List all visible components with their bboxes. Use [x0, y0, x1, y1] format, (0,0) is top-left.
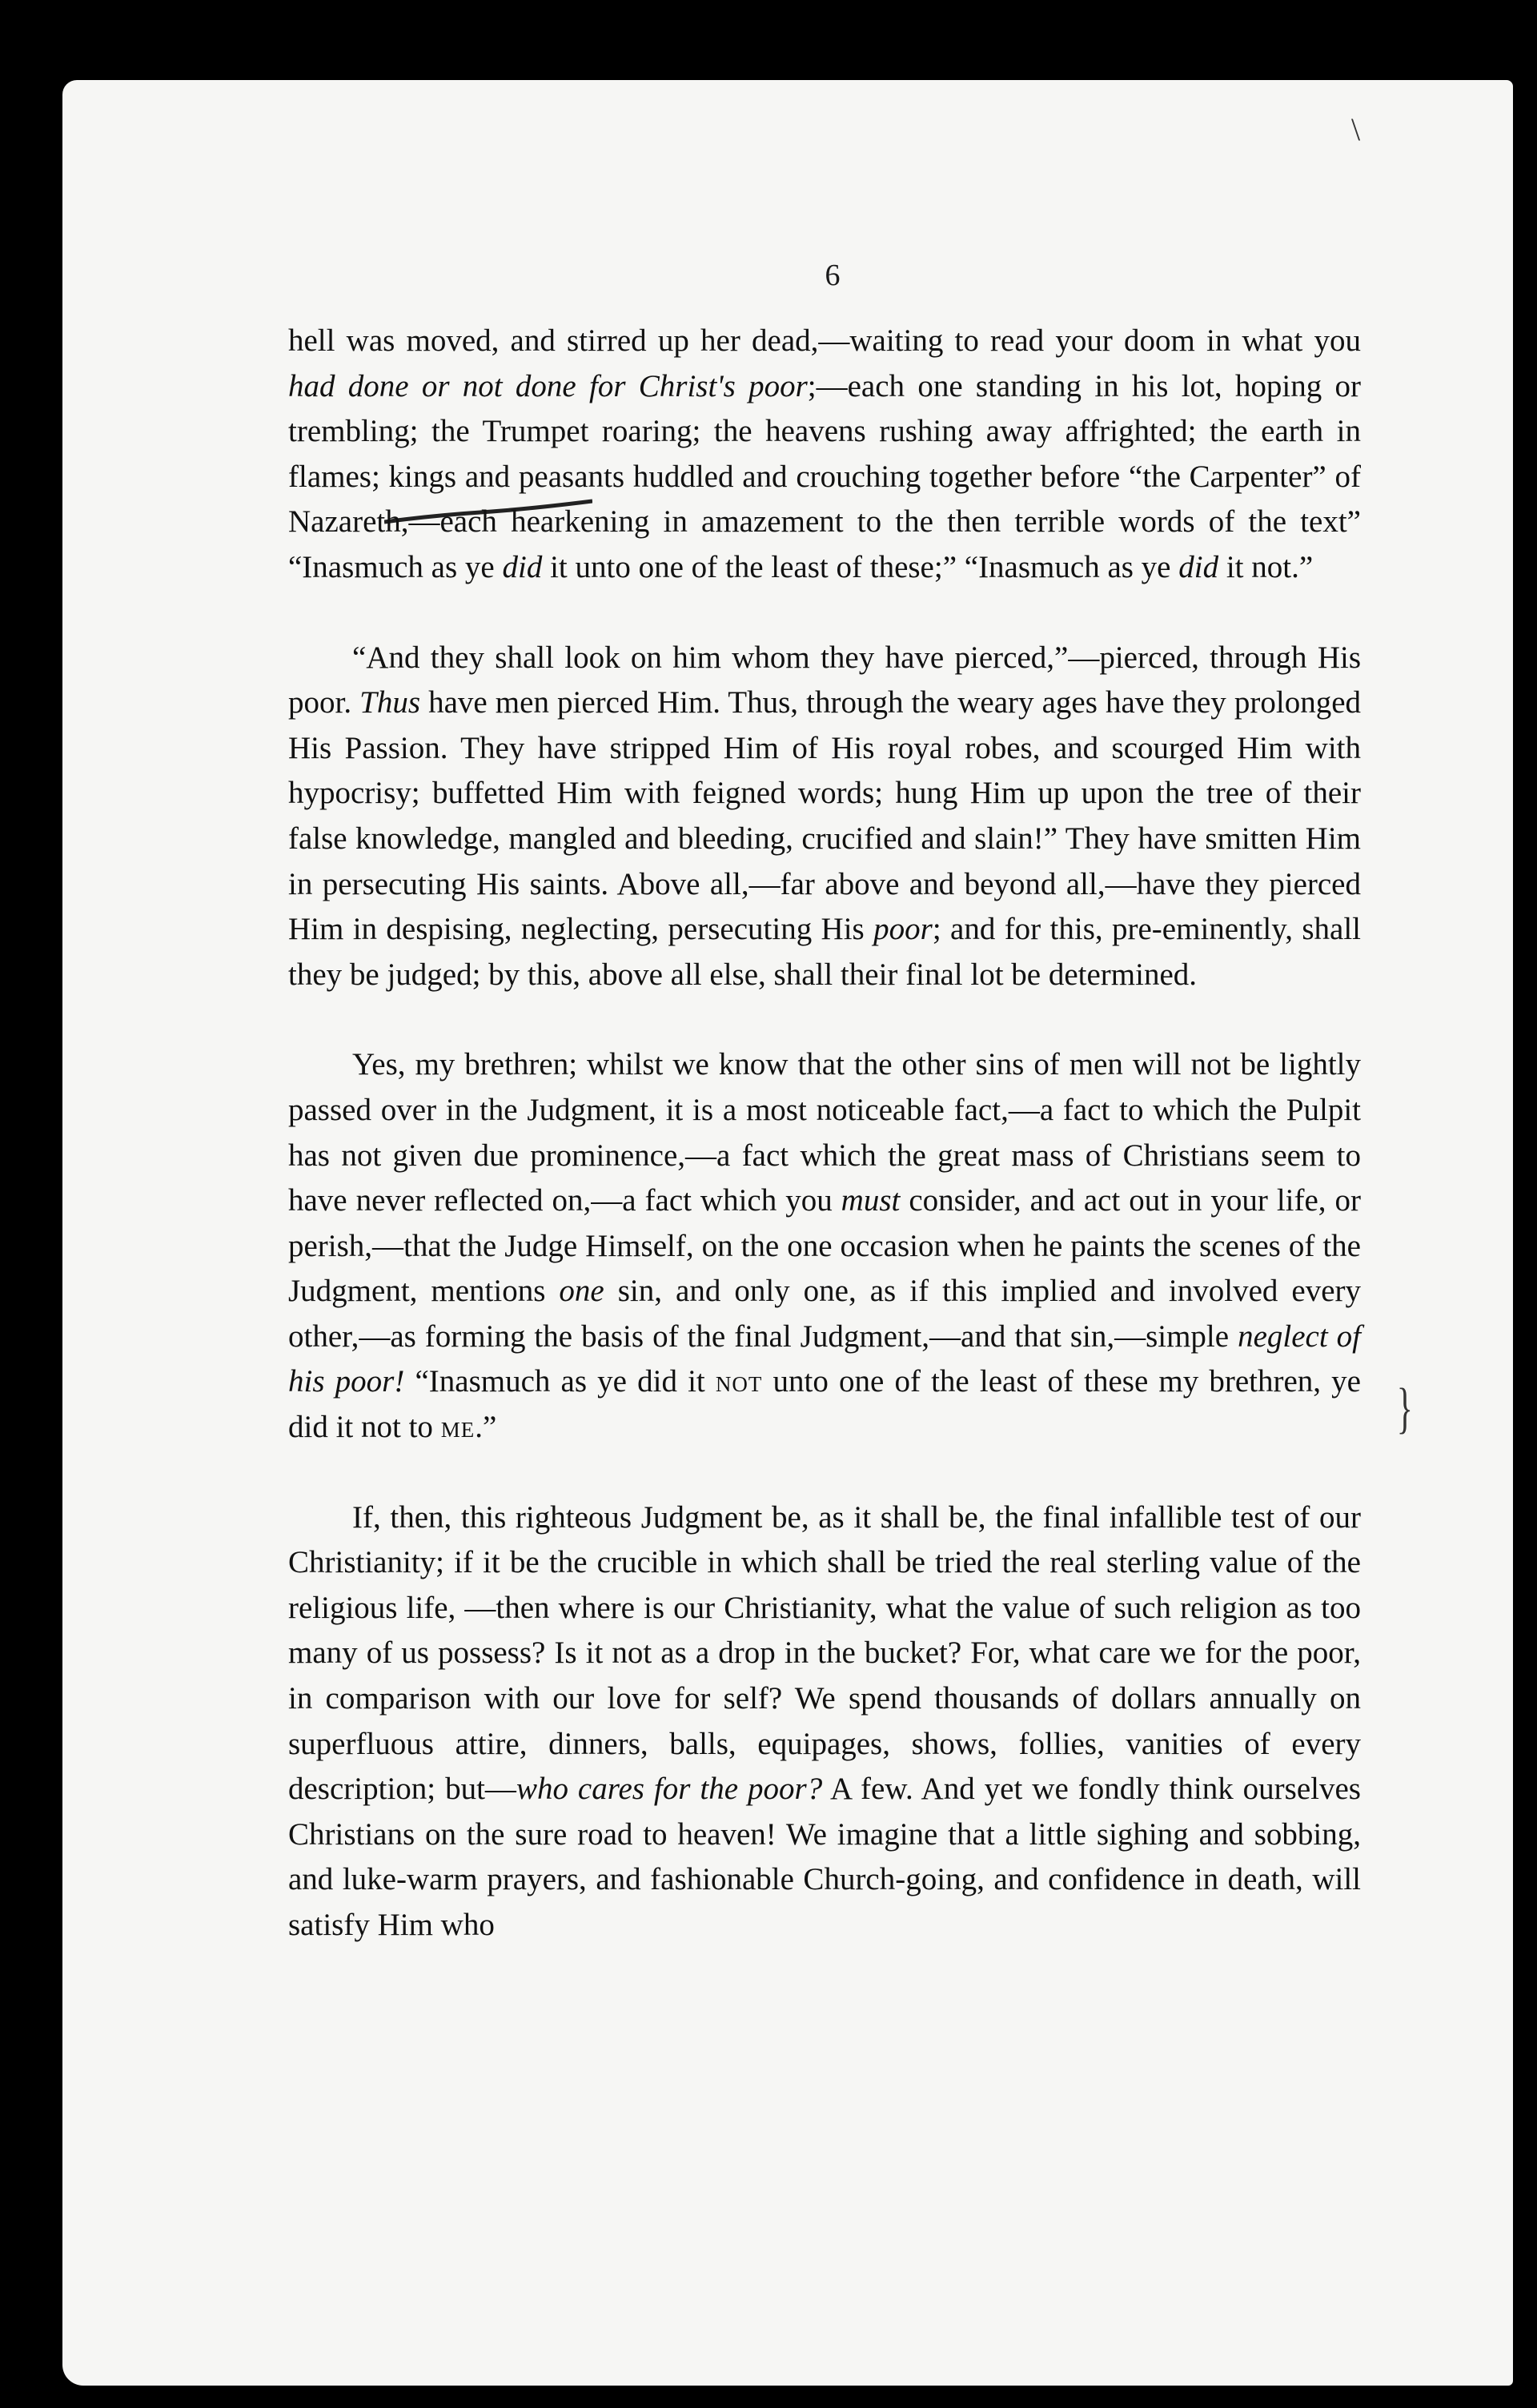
text-run: sin, and only one, as if this implied and involved every other,—as forming the basis of the final Judgment,—and that sin,—simple: [288, 1274, 1361, 1354]
margin-check-mark: \: [1351, 111, 1361, 147]
body-text: [288, 319, 1361, 1948]
text-run: consider, and act out in your life, or perish,—that the Judge Himself, on the one occasion when he paints the scenes of the Judgment, mentions: [288, 1183, 1361, 1309]
text-run: ;—each one standing in his lot, hoping or trembling; the Trumpet roaring; the heavens rushing away affrighted; the earth in flames; kings and peasants huddled and crouching together before “the Carpenter” of Nazareth,—each hearkening in amazement to the then terrible words of the text” “Inasmuch as ye: [288, 368, 1361, 584]
text-run: Yes, my brethren; whilst we know that the other sins of men will not be lightly passed over in the Judgment, it is a most noticeable fact,—a fact to which the Pulpit has not given due prominence,—a fact which the great mass of Christians seem to have never reflected on,—a fact which you: [288, 1047, 1361, 1218]
italic-text: Thus: [359, 685, 421, 720]
text-run: have men pierced Him. Thus, through the weary ages have they prolonged His Passion. They have stripped Him of His royal robes, and scourged Him with hypocrisy; buffetted Him with feigned words; hung Him up upon the tree of their false knowledge, mangled and bleeding, crucified and slain!” They have smitten Him in persecuting His saints. Above all,—far above and beyond all,—have they pierced Him in despising, neglecting, persecuting His: [288, 685, 1361, 947]
page-number: 6: [825, 259, 841, 292]
italic-text: poor: [873, 912, 933, 947]
text-run: it unto one of the least of these;” “Inasmuch as ye: [542, 549, 1179, 584]
text-run: “Inasmuch as ye did it: [404, 1364, 716, 1399]
small-caps-text: not: [715, 1364, 763, 1399]
italic-text: did: [1178, 549, 1219, 584]
margin-brace-mark: }: [1396, 1378, 1413, 1439]
text-run: unto one of the least of these my brethren, ye did it not to: [288, 1364, 1361, 1445]
text-run: “And they shall look on him whom they have pierced,”—pierced, through His poor.: [288, 640, 1361, 720]
italic-text: neglect of his poor!: [288, 1318, 1362, 1399]
italic-text: must: [841, 1183, 901, 1218]
small-caps-text: me: [440, 1410, 476, 1445]
paragraph-4: [288, 1495, 1361, 1948]
text-run: A few. And yet we fondly think ourselves Christians on the sure road to heaven! We imagine that a little sighing and sobbing, and luke-warm prayers, and fashionable Church-going, and confidence in death, will satisfy Him who: [288, 1772, 1361, 1942]
paragraph-2: [288, 636, 1361, 998]
text-run: .”: [475, 1410, 497, 1445]
italic-text: did: [502, 549, 543, 584]
text-run: ; and for this, pre-eminently, shall they be judged; by this, above all else, shall their final lot be determined.: [288, 912, 1362, 992]
paragraph-1: [288, 319, 1361, 591]
italic-text: had done or not done for Christ's poor: [288, 368, 808, 403]
text-run: hell was moved, and stirred up her dead,—waiting to read your doom in what you: [288, 323, 1361, 358]
text-run: If, then, this righteous Judgment be, as it shall be, the final infallible test of our Christianity; if it be the crucible in which shall be tried the real sterling value of the religious life, —then where is our Christianity, what the value of such religion as too many of us possess? Is it not as a drop in the bucket? For, what care we for the poor, in comparison with our love for self? We spend thousands of dollars annually on superfluous attire, dinners, balls, equipages, shows, follies, vanities of every description; but—: [288, 1499, 1361, 1807]
italic-text: one: [559, 1274, 604, 1309]
paragraph-3: [288, 1042, 1361, 1450]
italic-text: who cares for the poor?: [516, 1772, 823, 1807]
text-run: it not.”: [1218, 549, 1314, 584]
